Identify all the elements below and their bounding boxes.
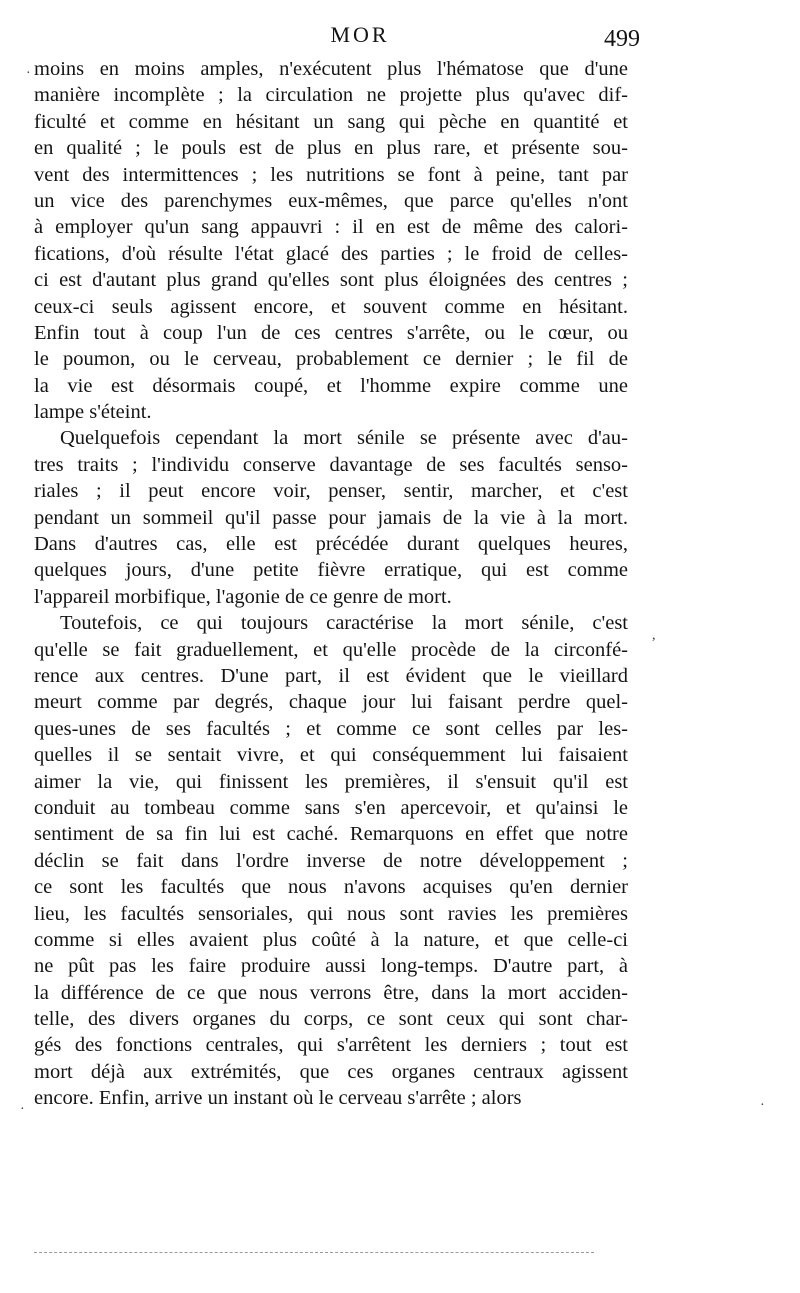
text-line: tres traits ; l'individu conserve davantage de ses facultés senso- [34,453,628,476]
text-line: riales ; il peut encore voir, penser, sentir, marcher, et c'est [34,480,628,503]
text-line: Toutefois, ce qui toujours caractérise la mort sénile, c'est [60,612,628,635]
bleed-through-line [34,1252,594,1253]
margin-speck: · [760,1098,765,1113]
text-line: Quelquefois cependant la mort sénile se présente avec d'au- [60,427,628,450]
paragraph [34,56,628,425]
text-line: rence aux centres. D'une part, il est évident que le vieillard [34,664,628,687]
text-line: lieu, les facultés sensoriales, qui nous sont ravies les premières [34,902,628,925]
text-line: lampe s'éteint. [34,401,152,424]
page-number: 499 [604,26,640,52]
paragraph [34,610,628,1111]
text-line: mort déjà aux extrémités, que ces organes centraux agissent [34,1060,628,1083]
text-line: gés des fonctions centrales, qui s'arrêtent les derniers ; tout est [34,1034,628,1057]
text-line: fications, d'où résulte l'état glacé des parties ; le froid de celles- [34,242,628,265]
text-line: la vie est désormais coupé, et l'homme expire comme une [34,374,628,397]
text-line: déclin se fait dans l'ordre inverse de notre développement ; [34,849,628,872]
text-line: le poumon, ou le cerveau, probablement ce dernier ; le fil de [34,348,628,371]
text-line: qu'elle se fait graduellement, et qu'elle procède de la circonfé- [34,638,628,661]
text-line: ficulté et comme en hésitant un sang qui pèche en quantité et [34,110,628,133]
text-line: quelles il se sentait vivre, et qui conséquemment lui faisaient [34,744,628,767]
text-line: en qualité ; le pouls est de plus en plus rare, et présente sou- [34,137,628,160]
text-line: moins en moins amples, n'exécutent plus l'hématose que d'une [34,58,628,80]
text-line: ques-unes de ses facultés ; et comme ce sont celles par les- [34,717,628,740]
margin-speck: · [26,66,31,81]
text-line: pendant un sommeil qu'il passe pour jamais de la vie à la mort. [34,506,628,529]
paragraph [34,425,628,610]
text-line: quelques jours, d'une petite fièvre erratique, qui est comme [34,559,628,582]
text-line: l'appareil morbifique, l'agonie de ce genre de mort. [34,585,452,608]
margin-speck: , [652,628,656,643]
margin-speck: · [20,1102,25,1117]
text-line: sentiment de sa fin lui est caché. Remarquons en effet que notre [34,823,628,846]
text-line: Dans d'autres cas, elle est précédée durant quelques heures, [34,533,628,556]
text-line: à employer qu'un sang appauvri : il en est de même des calori- [34,216,628,239]
text-line: ce sont les facultés que nous n'avons acquises qu'en dernier [34,876,628,899]
text-line: manière incomplète ; la circulation ne projette plus qu'avec dif- [34,84,628,107]
text-line: la différence de ce que nous verrons être, dans la mort acciden- [34,981,628,1004]
body-text [34,56,628,1112]
text-line: un vice des parenchymes eux-mêmes, que parce qu'elles n'ont [34,189,628,212]
text-line: vent des intermittences ; les nutritions se font à peine, tant par [34,163,628,186]
text-line: encore. Enfin, arrive un instant où le cerveau s'arrête ; alors [34,1087,522,1110]
text-line: aimer la vie, qui finissent les premières, il s'ensuit qu'il est [34,770,628,793]
text-line: ceux-ci seuls agissent encore, et souvent comme en hésitant. [34,295,628,318]
text-line: Enfin tout à coup l'un de ces centres s'arrête, ou le cœur, ou [34,321,628,344]
text-line: ci est d'autant plus grand qu'elles sont plus éloignées des centres ; [34,269,628,292]
text-line: telle, des divers organes du corps, ce sont ceux qui sont char- [34,1008,628,1031]
text-line: comme si elles avaient plus coûté à la nature, et que celle-ci [34,928,628,951]
text-line: meurt comme par degrés, chaque jour lui faisant perdre quel- [34,691,628,714]
text-line: ne pût pas les faire produire aussi long-temps. D'autre part, à [34,955,628,978]
text-line: conduit au tombeau comme sans s'en apercevoir, et qu'ainsi le [34,796,628,819]
running-head: MOR [330,22,390,47]
